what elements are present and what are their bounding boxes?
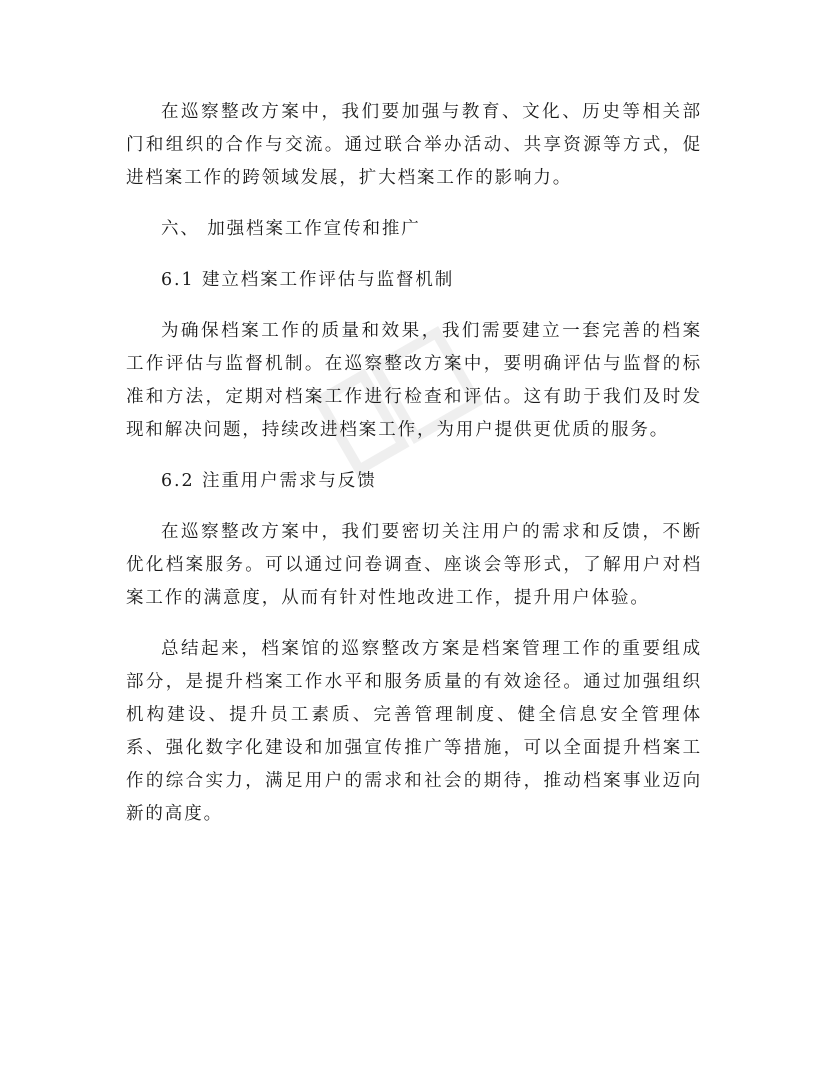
subsection-heading-6-1: 6.1 建立档案工作评估与监督机制 xyxy=(161,270,455,290)
paragraph-cooperation: 在巡察整改方案中，我们要加强与教育、文化、历史等相关部门和组织的合作与交流。通过联合举办活动、共享资源等方式，促进档案工作的跨领域发展，扩大档案工作的影响力。 xyxy=(126,102,702,188)
section-heading-6: 六、 加强档案工作宣传和推广 xyxy=(161,219,421,239)
paragraph-user-feedback: 在巡察整改方案中，我们要密切关注用户的需求和反馈，不断优化档案服务。可以通过问卷调查、座谈会等形式，了解用户对档案工作的满意度，从而有针对性地改进工作，提升用户体验。 xyxy=(126,522,702,608)
paragraph-summary: 总结起来，档案馆的巡察整改方案是档案管理工作的重要组成部分，是提升档案工作水平和服务质量的有效途径。通过加强组织机构建设、提升员工素质、完善管理制度、健全信息安全管理体系、强化数字化建设和加强宣传推广等措施，可以全面提升档案工作的综合实力，满足用户的需求和社会的期待，推动档案事业迈向新的高度。 xyxy=(126,639,702,824)
paragraph-evaluation: 为确保档案工作的质量和效果，我们需要建立一套完善的档案工作评估与监督机制。在巡察整改方案中，要明确评估与监督的标准和方法，定期对档案工作进行检查和评估。这有助于我们及时发现和解决问题，持续改进档案工作，为用户提供更优质的服务。 xyxy=(126,321,702,440)
document-body xyxy=(126,96,702,849)
subsection-heading-6-2: 6.2 注重用户需求与反馈 xyxy=(161,471,377,491)
